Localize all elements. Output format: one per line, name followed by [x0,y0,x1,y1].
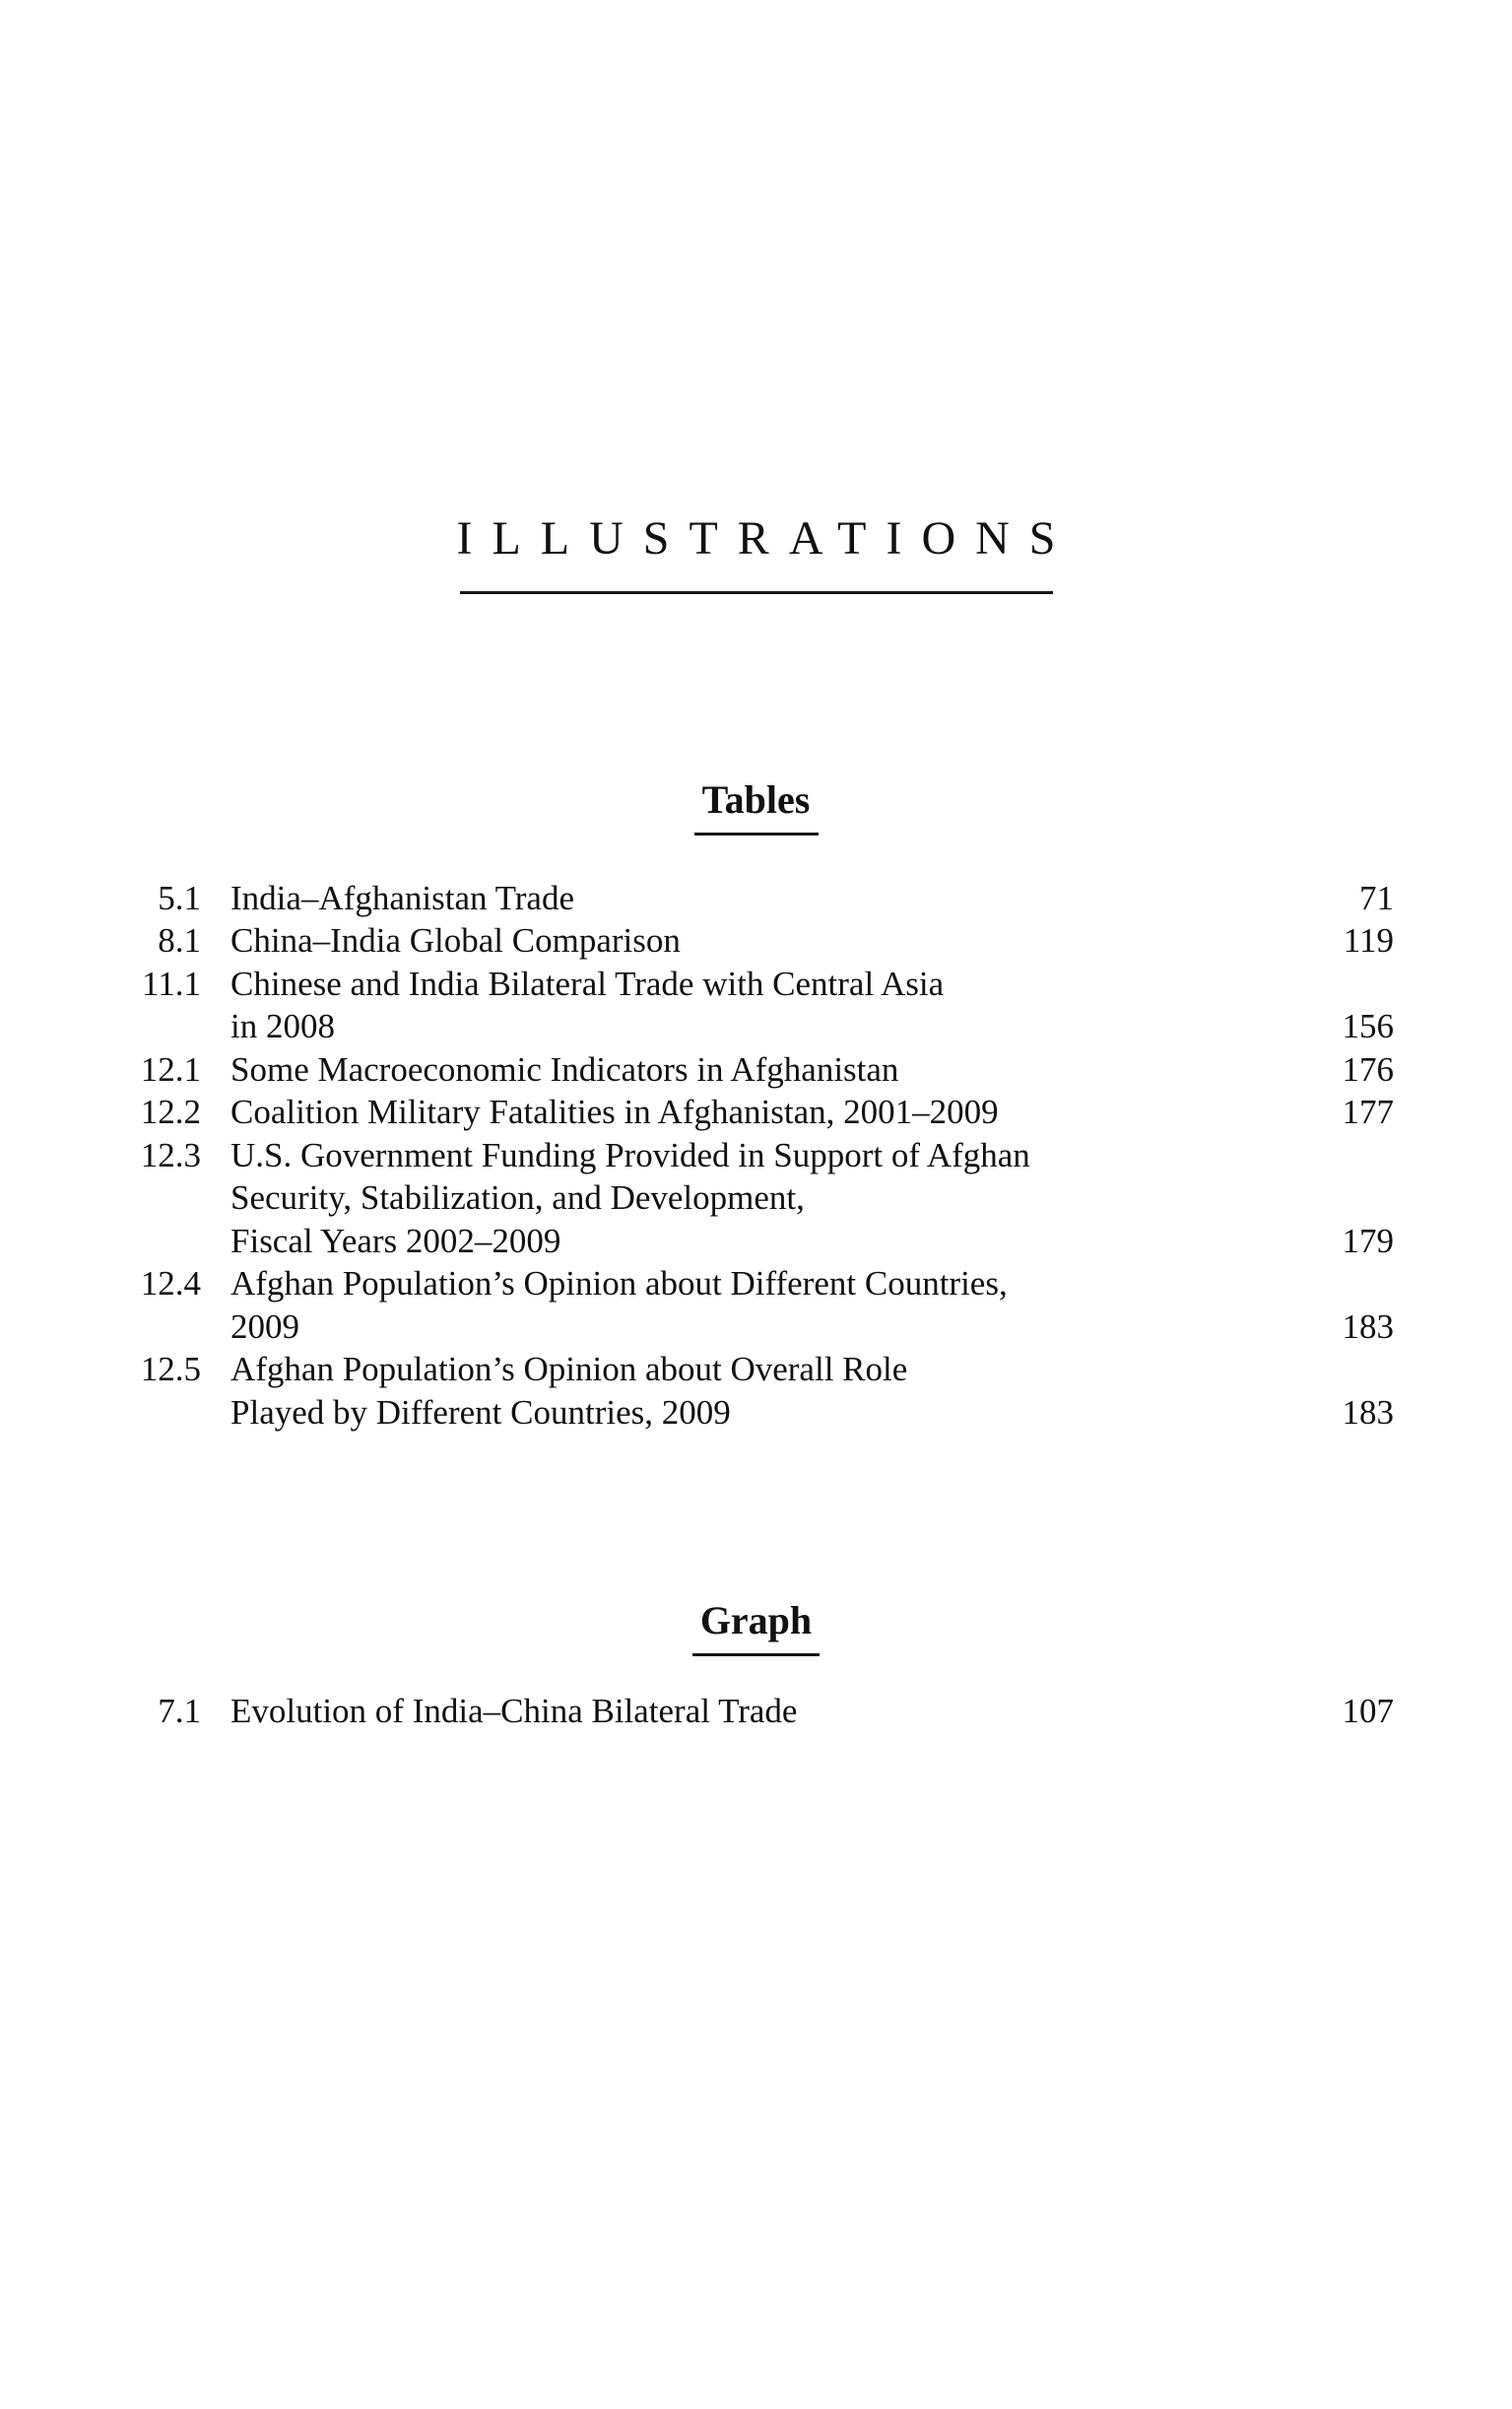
tables-list [116,877,1394,1435]
entry-number: 8.1 [158,921,201,961]
page-title: ILLUSTRATIONS [456,512,1076,565]
toc-entry [116,1048,1394,1092]
graph-section-heading: Graph [699,1598,813,1643]
entry-page: 119 [1343,921,1394,961]
toc-entry [116,1091,1394,1134]
tables-heading-rule [694,833,819,836]
entry-number: 5.1 [158,878,201,917]
entry-page: 179 [1342,1221,1394,1260]
entry-line: Evolution of India–China Bilateral Trade [230,1692,798,1731]
tables-section-heading: Tables [701,776,811,822]
entry-number: 11.1 [142,964,201,1003]
entry-line: Some Macroeconomic Indicators in Afghanistan [230,1049,899,1089]
entry-line: Coalition Military Fatalities in Afghanistan, 2001–2009 [230,1093,999,1132]
toc-entry [116,1134,1394,1263]
entry-line: 2009 [230,1306,299,1346]
entry-page: 156 [1342,1007,1394,1046]
entry-line: Afghan Population’s Opinion about Overall Role [230,1350,908,1389]
entry-line: Security, Stabilization, and Development, [230,1178,805,1218]
entry-line: China–India Global Comparison [230,921,681,961]
entry-number: 12.2 [140,1093,201,1132]
entry-line: U.S. Government Funding Provided in Support of Afghan [230,1135,1030,1174]
entry-number: 12.1 [140,1049,201,1089]
graph-heading-rule [692,1653,820,1656]
entry-page: 107 [1342,1692,1394,1731]
entry-number: 12.4 [140,1264,201,1304]
entry-line: Chinese and India Bilateral Trade with Central Asia [230,964,945,1003]
title-rule [460,591,1053,594]
entry-line: in 2008 [230,1007,335,1046]
entry-line: Fiscal Years 2002–2009 [230,1221,561,1260]
entry-page: 183 [1342,1306,1394,1346]
toc-entry [116,919,1394,963]
entry-number: 12.3 [140,1135,201,1174]
entry-page: 183 [1342,1392,1394,1432]
toc-entry [116,1262,1394,1348]
entry-line: Afghan Population’s Opinion about Different Countries, [230,1264,1008,1304]
entry-page: 177 [1342,1093,1394,1132]
graph-list [116,1690,1394,1733]
entry-line: Played by Different Countries, 2009 [230,1392,731,1432]
entry-number: 7.1 [158,1692,201,1731]
toc-entry [116,963,1394,1048]
entry-line: India–Afghanistan Trade [230,878,574,917]
entry-page: 71 [1359,878,1394,917]
toc-entry [116,1348,1394,1434]
entry-number: 12.5 [140,1350,201,1389]
entry-page: 176 [1342,1049,1394,1089]
toc-entry [116,877,1394,920]
toc-entry [116,1690,1394,1733]
